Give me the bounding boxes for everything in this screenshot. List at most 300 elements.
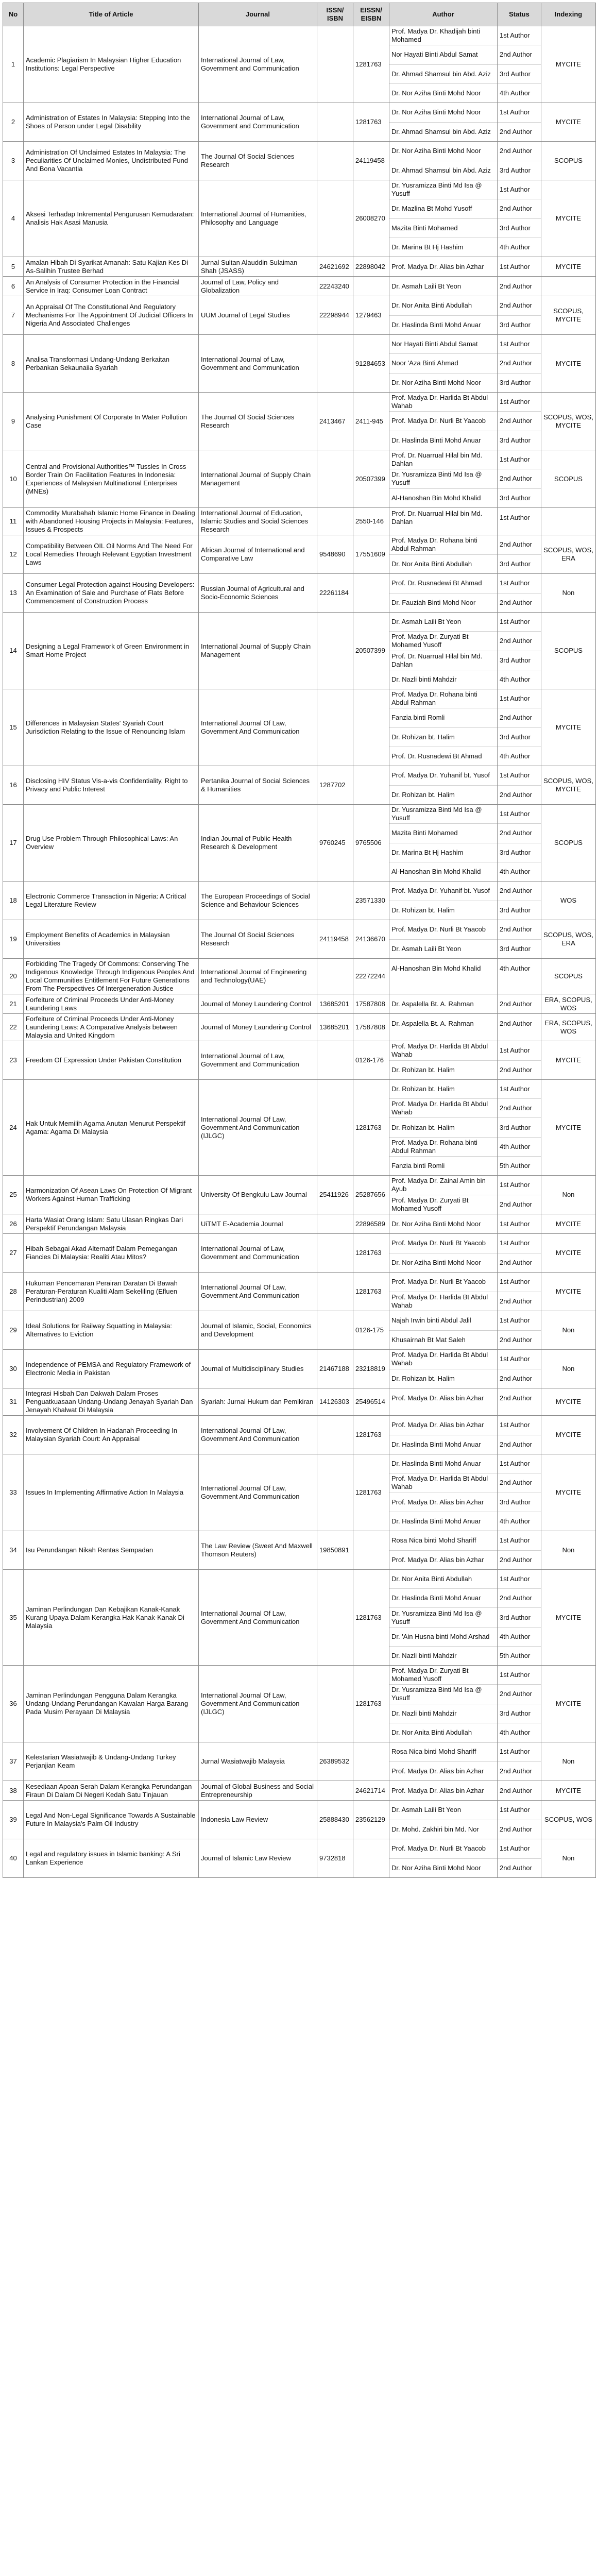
eissn-value: 23562129	[353, 1801, 389, 1839]
article-title: Jaminan Perlindungan Dan Kebajikan Kanak-Kanak Kurang Upaya Dalam Kerangka Hak Kanak-Kanak Di Malaysia	[24, 1570, 199, 1666]
indexing-value: MYCITE	[541, 1781, 596, 1801]
author-status: 2nd Author	[498, 1685, 541, 1704]
journal-name: International Journal of Law, Government and Communication	[199, 335, 317, 393]
author-name: Dr. Marina Bt Hj Hashim	[389, 843, 497, 862]
author-name-cell	[389, 1234, 498, 1273]
table-row	[3, 1781, 596, 1801]
author-status: 2nd Author	[500, 282, 532, 290]
article-title: Hukuman Pencemaran Perairan Daratan Di Bawah Peraturan-Peraturan Kualiti Alam Sekeliling (Efluen Perindustrian) 2009	[24, 1273, 199, 1311]
indexing-value: MYCITE	[541, 1388, 596, 1416]
author-status: 2nd Author	[500, 1555, 532, 1564]
indexing-value: SCOPUS, WOS, ERA	[541, 535, 596, 574]
author-name-cell	[389, 920, 498, 959]
indexing-value: MYCITE	[541, 1234, 596, 1273]
author-name-cell	[389, 1666, 498, 1742]
author-status: 3rd Author	[500, 378, 531, 386]
author-name: Prof. Madya Dr. Nurli Bt Yaacob	[389, 920, 497, 940]
author-status-cell	[498, 393, 541, 450]
author-status-cell	[498, 1214, 541, 1234]
row-number: 13	[3, 574, 24, 613]
author-name: Dr. Mohd. Zakhiri bin Md. Nor	[391, 1825, 479, 1833]
issn-value: 22243240	[317, 277, 353, 296]
indexing-value: WOS	[541, 882, 596, 920]
author-status-cell	[498, 1014, 541, 1041]
author-status: 2nd Author	[500, 1786, 532, 1794]
indexing-value	[541, 277, 596, 296]
author-name: Prof. Madya Dr. Zuryati Bt Mohamed Yusoff	[391, 1196, 469, 1212]
author-status-cell	[498, 920, 541, 959]
author-status-cell	[498, 1416, 541, 1454]
indexing-value: Non	[541, 1839, 596, 1878]
header-no: No	[3, 3, 24, 26]
journal-name: International Journal of Education, Islamic Studies and Social Sciences Research	[199, 508, 317, 535]
author-status: 2nd Author	[498, 354, 541, 373]
row-number: 34	[3, 1531, 24, 1570]
issn-value: 13685201	[317, 994, 353, 1014]
author-status-cell	[498, 103, 541, 142]
author-name: Dr. Ahmad Shamsul bin Abd. Aziz	[389, 65, 497, 84]
eissn-value: 20507399	[353, 613, 389, 689]
journal-name: UiTMT E-Academia Journal	[199, 1214, 317, 1234]
author-status: 2nd Author	[500, 1374, 532, 1382]
eissn-value: 20507399	[353, 450, 389, 508]
author-status-cell	[498, 1234, 541, 1273]
journal-name: International Journal of Law, Government and Communication	[199, 1234, 317, 1273]
eissn-value: 1281763	[353, 1454, 389, 1531]
author-name: Dr. Aspalella Bt. A. Rahman	[391, 1019, 474, 1027]
indexing-value: Non	[541, 1742, 596, 1781]
journal-name: International Journal Of Law, Government And Communication (IJLGC)	[199, 1666, 317, 1742]
row-number: 4	[3, 180, 24, 257]
journal-name: The Journal Of Social Sciences Research	[199, 920, 317, 959]
author-name: Dr. Asmah Laili Bt Yeon	[389, 1801, 497, 1820]
indexing-value: Non	[541, 1531, 596, 1570]
author-name: Dr. Yusramizza Binti Md Isa @ Yusuff	[389, 469, 497, 488]
author-name-cell	[389, 1781, 498, 1801]
author-status: 1st Author	[498, 1839, 541, 1859]
table-row	[3, 1041, 596, 1080]
header-eissn: EISSN/ EISBN	[353, 3, 389, 26]
issn-value: 24621692	[317, 257, 353, 277]
author-status-cell	[498, 1080, 541, 1176]
author-status: 2nd Author	[500, 598, 532, 606]
author-status-cell	[498, 689, 541, 766]
header-row	[3, 3, 596, 26]
author-name: Dr. Haslinda Binti Mohd Anuar	[391, 1440, 481, 1448]
author-name: Dr. Ahmad Shamsul bin Abd. Aziz	[391, 166, 491, 174]
author-name: Dr. Nor Aziha Binti Mohd Noor	[391, 89, 481, 97]
author-status: 4th Author	[500, 675, 531, 683]
author-name: Dr. Nor Anita Binti Abdullah	[389, 296, 497, 316]
issn-value	[317, 180, 353, 257]
row-number: 32	[3, 1416, 24, 1454]
indexing-value: SCOPUS, MYCITE	[541, 296, 596, 335]
author-name: Prof. Madya Dr. Harlida Bt Abdul Wahab	[389, 1473, 497, 1493]
article-title: Ideal Solutions for Railway Squatting in Malaysia: Alternatives to Eviction	[24, 1311, 199, 1350]
table-row	[3, 1214, 596, 1234]
header-status: Status	[498, 3, 541, 26]
issn-value: 9760245	[317, 805, 353, 882]
eissn-value: 22896589	[353, 1214, 389, 1234]
author-status: 1st Author	[498, 613, 541, 632]
table-row	[3, 766, 596, 805]
eissn-value: 22898042	[353, 257, 389, 277]
author-status-cell	[498, 1350, 541, 1388]
author-name: Prof. Madya Dr. Khadijah binti Mohamed	[389, 26, 497, 45]
author-status-cell	[498, 1311, 541, 1350]
author-status: 4th Author	[498, 1628, 541, 1647]
author-name: Prof. Madya Dr. Alias bin Azhar	[389, 1416, 497, 1435]
journal-name: University Of Bengkulu Law Journal	[199, 1176, 317, 1214]
author-status: 1st Author	[498, 1666, 541, 1685]
author-name: Rosa Nica binti Mohd Shariff	[389, 1531, 497, 1551]
article-title: Analysing Punishment Of Corporate In Water Pollution Case	[24, 393, 199, 450]
issn-value: 22298944	[317, 296, 353, 335]
author-status: 1st Author	[498, 1531, 541, 1551]
journal-name: Journal of Money Laundering Control	[199, 994, 317, 1014]
author-name: Dr. Nor Aziha Binti Mohd Noor	[389, 103, 497, 123]
author-name: Nor Hayati Binti Abdul Samat	[389, 335, 497, 354]
article-title: Differences in Malaysian States' Syariah Court Jurisdiction Relating to the Issue of Renouncing Islam	[24, 689, 199, 766]
eissn-value: 17587808	[353, 1014, 389, 1041]
article-title: Jaminan Perlindungan Pengguna Dalam Kerangka Undang-Undang Perundangan Kawalan Harga Barang Pada Musim Perayaan Di Malaysia	[24, 1666, 199, 1742]
issn-value	[317, 142, 353, 180]
author-name: Dr. Yusramizza Binti Md Isa @ Yusuff	[389, 1608, 497, 1627]
table-row	[3, 1570, 596, 1666]
author-status: 2nd Author	[500, 1767, 532, 1775]
issn-value	[317, 689, 353, 766]
table-row	[3, 1666, 596, 1742]
issn-value	[317, 450, 353, 508]
header-journal: Journal	[199, 3, 317, 26]
article-title: Academic Plagiarism In Malaysian Higher Education Institutions: Legal Perspective	[24, 26, 199, 103]
author-status: 1st Author	[500, 1219, 530, 1228]
author-name-cell	[389, 994, 498, 1014]
author-status-cell	[498, 1666, 541, 1742]
author-status: 3rd Author	[500, 436, 531, 444]
row-number: 28	[3, 1273, 24, 1311]
author-name: Prof. Madya Dr. Alias bin Azhar	[391, 1394, 484, 1402]
row-number: 35	[3, 1570, 24, 1666]
journal-name: International Journal of Law, Government and Communication	[199, 26, 317, 103]
article-title: Employment Benefits of Academics in Malaysian Universities	[24, 920, 199, 959]
author-name: Prof. Madya Dr. Nurli Bt Yaacob	[389, 1839, 497, 1859]
author-name: Dr. Nor Anita Binti Abdullah	[389, 1570, 497, 1589]
author-name-cell	[389, 882, 498, 920]
author-status: 3rd Author	[498, 651, 541, 670]
table-row	[3, 257, 596, 277]
eissn-value: 23571330	[353, 882, 389, 920]
journal-name: International Journal of Supply Chain Management	[199, 613, 317, 689]
author-status: 2nd Author	[498, 469, 541, 488]
table-row	[3, 142, 596, 180]
eissn-value: 24621714	[353, 1781, 389, 1801]
indexing-value: MYCITE	[541, 1666, 596, 1742]
journal-name: Journal of Islamic Law Review	[199, 1839, 317, 1878]
article-title: Aksesi Terhadap Inkremental Pengurusan Kemudaratan: Analisis Hak Asasi Manusia	[24, 180, 199, 257]
author-status: 3rd Author	[500, 494, 531, 502]
eissn-value	[353, 1839, 389, 1878]
author-status: 2nd Author	[498, 296, 541, 316]
table-row	[3, 613, 596, 689]
indexing-value: Non	[541, 1311, 596, 1350]
journal-name: International Journal Of Law, Government And Communication	[199, 1416, 317, 1454]
issn-value	[317, 1416, 353, 1454]
indexing-value: MYCITE	[541, 26, 596, 103]
article-title: Forbidding The Tragedy Of Commons: Conserving The Indigenous Knowledge Through Indigenous Peoples And Local Communities Entitlement For Future Generations From The Perspectives Of Intergeneration Justice	[24, 959, 199, 994]
author-status: 3rd Author	[498, 1704, 541, 1723]
indexing-value: MYCITE	[541, 1273, 596, 1311]
author-status: 2nd Author	[498, 412, 541, 431]
author-status: 2nd Author	[498, 824, 541, 843]
table-row	[3, 1273, 596, 1311]
author-status: 3rd Author	[500, 944, 531, 953]
author-status: 1st Author	[498, 26, 541, 45]
indexing-value: SCOPUS, WOS, MYCITE	[541, 766, 596, 805]
row-number: 5	[3, 257, 24, 277]
indexing-value: MYCITE	[541, 335, 596, 393]
indexing-value: MYCITE	[541, 180, 596, 257]
author-name: Prof. Dr. Rusnadewi Bt Ahmad	[391, 752, 482, 760]
author-status: 1st Author	[498, 1742, 541, 1762]
author-name: Dr. Fauziah Binti Mohd Noor	[391, 598, 476, 606]
row-number: 1	[3, 26, 24, 103]
author-status: 1st Author	[498, 335, 541, 354]
indexing-value: SCOPUS, WOS	[541, 1801, 596, 1839]
journal-name: Pertanika Journal of Social Sciences & Humanities	[199, 766, 317, 805]
author-status: 2nd Author	[498, 1473, 541, 1493]
article-title: Hibah Sebagai Akad Alternatif Dalam Pemegangan Fiancies Di Malaysia: Realiti Atau Mitos?	[24, 1234, 199, 1273]
journal-name: Journal of Islamic, Social, Economics and Development	[199, 1311, 317, 1350]
article-title: Issues In Implementing Affirmative Action In Malaysia	[24, 1454, 199, 1531]
table-row	[3, 1416, 596, 1454]
author-status: 3rd Author	[498, 1608, 541, 1627]
author-name: Fanzia binti Romli	[391, 1161, 445, 1170]
article-title: Electronic Commerce Transaction in Nigeria: A Critical Legal Literature Review	[24, 882, 199, 920]
author-status-cell	[498, 1273, 541, 1311]
author-name-cell	[389, 26, 498, 103]
indexing-value: MYCITE	[541, 1454, 596, 1531]
row-number: 36	[3, 1666, 24, 1742]
author-name: Dr. Aspalella Bt. A. Rahman	[391, 999, 474, 1008]
author-status: 2nd Author	[498, 632, 541, 651]
table-row	[3, 1350, 596, 1388]
author-status-cell	[498, 26, 541, 103]
author-status-cell	[498, 882, 541, 920]
indexing-value: MYCITE	[541, 689, 596, 766]
author-name-cell	[389, 535, 498, 574]
issn-value	[317, 959, 353, 994]
eissn-value: 1281763	[353, 1666, 389, 1742]
row-number: 18	[3, 882, 24, 920]
author-status: 2nd Author	[498, 199, 541, 218]
author-status: 2nd Author	[498, 1099, 541, 1118]
author-status-cell	[498, 142, 541, 180]
author-name-cell	[389, 766, 498, 805]
author-name: Dr. Rohizan bt. Halim	[391, 790, 455, 799]
indexing-value: SCOPUS	[541, 613, 596, 689]
author-status: 4th Author	[500, 867, 531, 875]
article-title: An Appraisal Of The Constitutional And Regulatory Mechanisms For The Appointment Of Judicial Officers In Nigeria And Associated Challenges	[24, 296, 199, 335]
author-status: 4th Author	[500, 964, 531, 972]
publications-table	[3, 3, 596, 1878]
author-name: Dr. Rohizan bt. Halim	[391, 906, 455, 914]
author-status: 2nd Author	[500, 1065, 532, 1074]
author-status: 1st Author	[498, 1080, 541, 1099]
author-name: Dr. Marina Bt Hj Hashim	[391, 243, 464, 251]
author-status-cell	[498, 1781, 541, 1801]
eissn-value	[353, 766, 389, 805]
eissn-value	[353, 1742, 389, 1781]
journal-name: International Journal Of Law, Government And Communication	[199, 1454, 317, 1531]
journal-name: Journal of Multidisciplinary Studies	[199, 1350, 317, 1388]
issn-value: 19850891	[317, 1531, 353, 1570]
author-name: Dr. Yusramizza Binti Md Isa @ Yusuff	[389, 1685, 497, 1704]
eissn-value: 1281763	[353, 1570, 389, 1666]
issn-value: 1287702	[317, 766, 353, 805]
author-status: 3rd Author	[500, 320, 531, 329]
article-title: Administration of Estates In Malaysia: Stepping Into the Shoes of Person under Legal Disability	[24, 103, 199, 142]
journal-name: African Journal of International and Comparative Law	[199, 535, 317, 574]
journal-name: Journal of Global Business and Social Entrepreneurship	[199, 1781, 317, 1801]
author-status: 1st Author	[498, 1416, 541, 1435]
article-title: Forfeiture of Criminal Proceeds Under Anti-Money Laundering Laws: A Comparative Analysis between Malaysia and United Kingdom	[24, 1014, 199, 1041]
article-title: Harta Wasiat Orang Islam: Satu Ulasan Ringkas Dari Perspektif Perundangan Malaysia	[24, 1214, 199, 1234]
author-status: 2nd Author	[500, 999, 532, 1008]
table-row	[3, 1014, 596, 1041]
author-name: Dr. Haslinda Binti Mohd Anuar	[391, 1517, 481, 1525]
author-status: 2nd Author	[500, 1825, 532, 1833]
issn-value: 14126303	[317, 1388, 353, 1416]
eissn-value	[353, 689, 389, 766]
table-row	[3, 1080, 596, 1176]
header-title: Title of Article	[24, 3, 199, 26]
author-status: 2nd Author	[500, 1258, 532, 1266]
author-name-cell	[389, 1214, 498, 1234]
author-status: 2nd Author	[498, 45, 541, 64]
author-name-cell	[389, 1176, 498, 1214]
author-name: Dr. Asmah Laili Bt Yeon	[391, 944, 462, 953]
table-row	[3, 1176, 596, 1214]
author-name: Prof. Madya Dr. Zainal Amin bin Ayub	[389, 1176, 497, 1195]
author-status: 1st Author	[498, 1234, 541, 1253]
author-name-cell	[389, 1041, 498, 1080]
issn-value	[317, 1234, 353, 1273]
indexing-value: MYCITE	[541, 1041, 596, 1080]
article-title: Involvement Of Children In Hadanah Proceeding In Malaysian Syariah Court: An Appraisal	[24, 1416, 199, 1454]
author-name-cell	[389, 180, 498, 257]
issn-value: 25888430	[317, 1801, 353, 1839]
author-status-cell	[498, 508, 541, 535]
issn-value	[317, 882, 353, 920]
author-status-cell	[498, 766, 541, 805]
indexing-value: SCOPUS, WOS, ERA	[541, 920, 596, 959]
author-name: Mazita Binti Mohamed	[389, 824, 497, 843]
row-number: 8	[3, 335, 24, 393]
author-name: Prof. Madya Dr. Rohana binti Abdul Rahman	[389, 1138, 497, 1157]
author-status: 1st Author	[498, 805, 541, 824]
author-name-cell	[389, 1350, 498, 1388]
row-number: 16	[3, 766, 24, 805]
indexing-value	[541, 508, 596, 535]
author-name: Dr. Nor Aziha Binti Mohd Noor	[389, 142, 497, 161]
author-name: Prof. Madya Dr. Zuryati Bt Mohamed Yusoff	[389, 632, 497, 651]
author-name: Dr. Rohizan bt. Halim	[389, 1118, 497, 1137]
journal-name: Indian Journal of Public Health Research & Development	[199, 805, 317, 882]
author-status: 4th Author	[500, 752, 531, 760]
indexing-value: SCOPUS	[541, 805, 596, 882]
journal-name: The Journal Of Social Sciences Research	[199, 393, 317, 450]
article-title: Independence of PEMSA and Regulatory Framework of Electronic Media in Pakistan	[24, 1350, 199, 1388]
author-name: Najah Irwin binti Abdul Jalil	[389, 1311, 497, 1331]
author-name-cell	[389, 257, 498, 277]
indexing-value: MYCITE	[541, 257, 596, 277]
article-title: Kesediaan Apoan Serah Dalam Kerangka Perundangan Firaun Di Dalam Di Negeri Kedah Satu Tinjauan	[24, 1781, 199, 1801]
author-name: Dr. Nor Aziha Binti Mohd Noor	[391, 1863, 481, 1872]
author-name: Prof. Dr. Rusnadewi Bt Ahmad	[389, 574, 497, 594]
author-name: Prof. Dr. Nuarrual Hilal bin Md. Dahlan	[391, 509, 483, 526]
table-row	[3, 920, 596, 959]
article-title: Designing a Legal Framework of Green Environment in Smart Home Project	[24, 613, 199, 689]
table-row	[3, 277, 596, 296]
author-status: 3rd Author	[498, 843, 541, 862]
author-name: Nor Hayati Binti Abdul Samat	[389, 45, 497, 64]
author-status: 1st Author	[498, 450, 541, 469]
journal-name: International Journal of Engineering and Technology(UAE)	[199, 959, 317, 994]
author-name: Dr. Haslinda Binti Mohd Anuar	[391, 436, 481, 444]
article-title: Legal And Non-Legal Significance Towards A Sustainable Future In Malaysia's Palm Oil Industry	[24, 1801, 199, 1839]
issn-value: 21467188	[317, 1350, 353, 1388]
table-row	[3, 180, 596, 257]
author-status: 3rd Author	[498, 219, 541, 238]
eissn-value: 1281763	[353, 103, 389, 142]
author-status: 1st Author	[498, 1273, 541, 1292]
row-number: 21	[3, 994, 24, 1014]
eissn-value: 26008270	[353, 180, 389, 257]
indexing-value: SCOPUS	[541, 142, 596, 180]
author-name-cell	[389, 1742, 498, 1781]
table-row	[3, 26, 596, 103]
table-row	[3, 994, 596, 1014]
article-title: Compatibility Between OIL Oil Norms And The Need For Local Remedies Through Relevant Egyptian Investment Laws	[24, 535, 199, 574]
author-name: Dr. Asmah Laili Bt Yeon	[389, 613, 497, 632]
article-title: Freedom Of Expression Under Pakistan Constitution	[24, 1041, 199, 1080]
issn-value: 9732818	[317, 1839, 353, 1878]
table-row	[3, 1531, 596, 1570]
author-status: 2nd Author	[498, 920, 541, 940]
journal-name: International Journal Of Law, Government And Communication	[199, 1570, 317, 1666]
issn-value: 25411926	[317, 1176, 353, 1214]
table-row	[3, 882, 596, 920]
author-status-cell	[498, 959, 541, 994]
author-status-cell	[498, 1531, 541, 1570]
row-number: 15	[3, 689, 24, 766]
journal-name: Journal of Law, Policy and Globalization	[199, 277, 317, 296]
row-number: 37	[3, 1742, 24, 1781]
table-row	[3, 1801, 596, 1839]
row-number: 11	[3, 508, 24, 535]
author-name-cell	[389, 689, 498, 766]
author-name: Dr. Asmah Laili Bt Yeon	[391, 282, 462, 290]
eissn-value: 23218819	[353, 1350, 389, 1388]
author-name: Dr. Nor Aziha Binti Mohd Noor	[391, 1219, 481, 1228]
author-status-cell	[498, 1454, 541, 1531]
author-status: 3rd Author	[498, 1493, 541, 1512]
eissn-value: 0126-176	[353, 1041, 389, 1080]
author-name: Dr. 'Ain Husna binti Mohd Arshad	[389, 1628, 497, 1647]
article-title: Harmonization Of Asean Laws On Protection Of Migrant Workers Against Human Trafficking	[24, 1176, 199, 1214]
issn-value	[317, 1454, 353, 1531]
